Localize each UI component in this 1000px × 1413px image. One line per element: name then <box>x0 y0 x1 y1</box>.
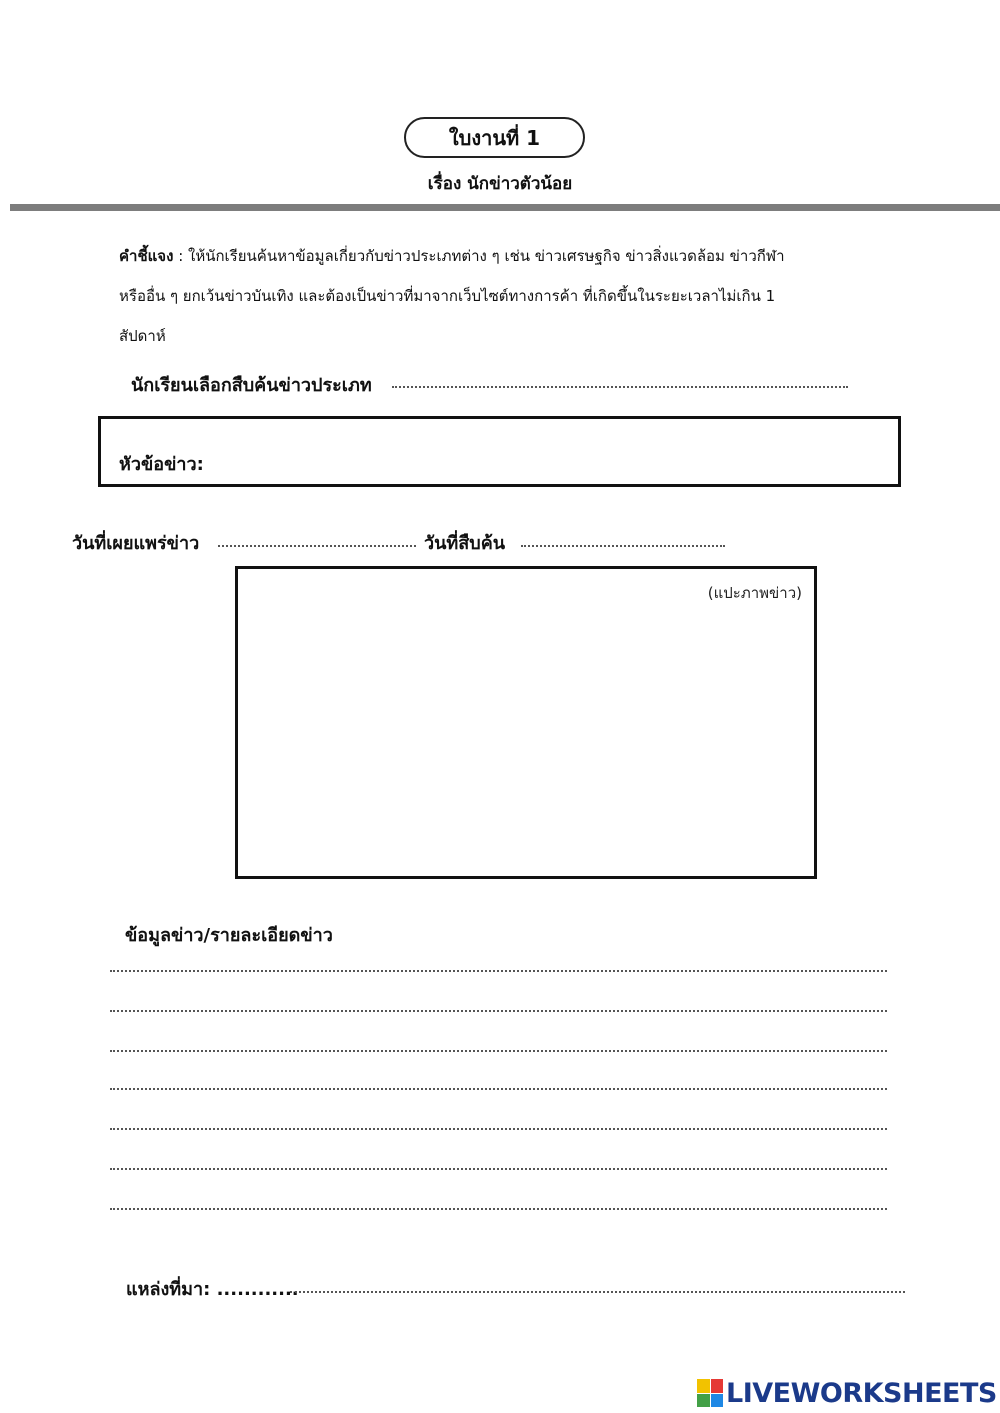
liveworksheets-logo <box>697 1378 997 1408</box>
worksheet-title-text: ใบงานที่ 1 <box>448 125 541 150</box>
search-date-field[interactable] <box>521 545 725 547</box>
details-line-1[interactable] <box>110 970 887 972</box>
details-line-5[interactable] <box>110 1128 887 1130</box>
logo-text: LIVEWORKSHEETS <box>726 1377 997 1409</box>
details-label: ข้อมูลข่าว/รายละเอียดข่าว <box>125 925 333 946</box>
source-field[interactable] <box>290 1291 905 1293</box>
logo-square <box>711 1394 724 1408</box>
logo-mark-icon <box>697 1379 723 1407</box>
search-date-label: วันที่สืบค้น <box>424 533 506 554</box>
logo-square <box>711 1379 724 1393</box>
details-line-4[interactable] <box>110 1088 887 1090</box>
instructions-line-3: สัปดาห์ <box>119 327 166 345</box>
news-type-label: นักเรียนเลือกสืบค้นข่าวประเภท <box>131 375 372 396</box>
details-line-3[interactable] <box>110 1050 887 1052</box>
publish-date-label: วันที่เผยแพร่ข่าว <box>72 533 200 554</box>
source-label: แหล่งที่มา: ............ <box>126 1279 299 1300</box>
news-type-field[interactable] <box>392 386 848 388</box>
instructions-line-2: หรืออื่น ๆ ยกเว้นข่าวบันเทิง และต้องเป็นข่าวที่มาจากเว็บไซต์ทางการค้า ที่เกิดขึ้นในระยะเวลาไม่เกิน 1 <box>119 287 776 305</box>
instructions-line-1 <box>119 246 785 266</box>
header-divider <box>10 204 1000 211</box>
details-line-6[interactable] <box>110 1168 887 1170</box>
details-line-2[interactable] <box>110 1010 887 1012</box>
details-line-7[interactable] <box>110 1208 887 1210</box>
worksheet-subtitle: เรื่อง นักข่าวตัวน้อย <box>427 174 573 194</box>
news-image-box[interactable] <box>235 566 817 879</box>
image-hint: (แปะภาพข่าว) <box>707 584 802 602</box>
headline-box[interactable] <box>98 416 901 487</box>
logo-square <box>697 1379 710 1393</box>
instructions-label: คำชี้แจง <box>119 247 174 265</box>
publish-date-field[interactable] <box>218 545 416 547</box>
worksheet-title <box>404 117 585 158</box>
logo-square <box>697 1394 710 1408</box>
instructions-text-1: : ให้นักเรียนค้นหาข้อมูลเกี่ยวกับข่าวประเภทต่าง ๆ เช่น ข่าวเศรษฐกิจ ข่าวสิ่งแวดล้อม ข่าวกีฬา <box>173 247 785 265</box>
headline-label: หัวข้อข่าว: <box>119 454 204 475</box>
